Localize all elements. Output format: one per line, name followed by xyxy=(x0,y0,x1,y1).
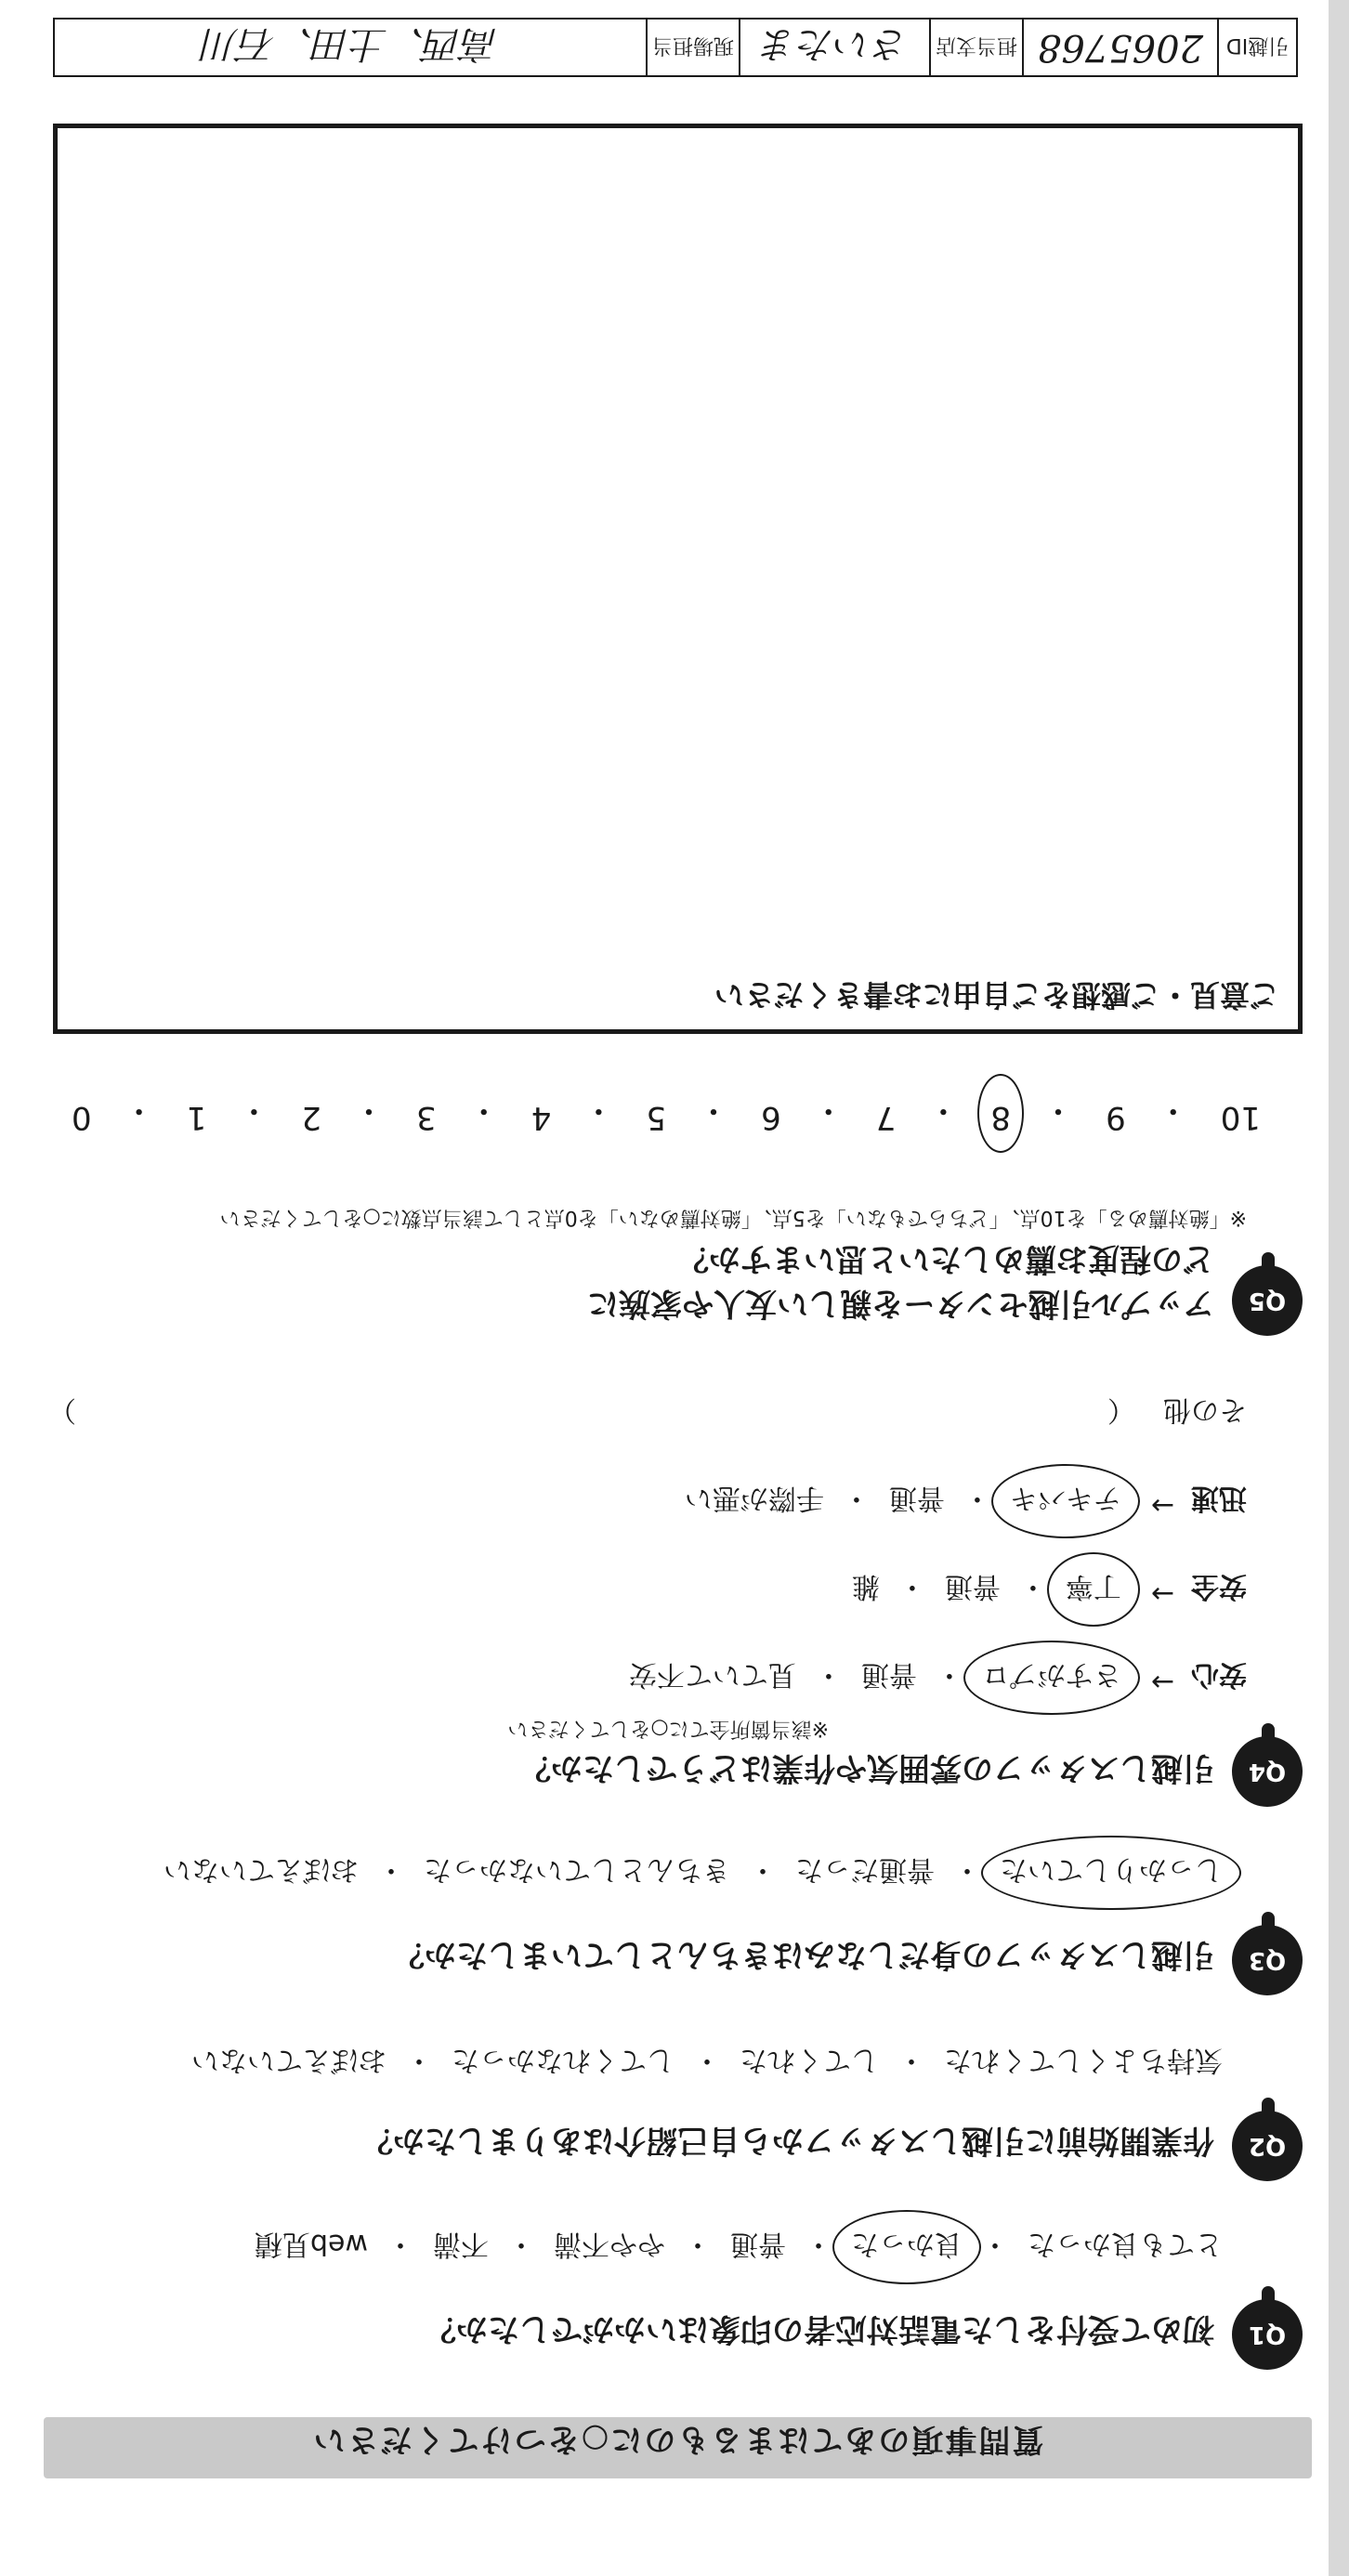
score-8[interactable]: 8 xyxy=(990,1091,1011,1136)
q3-option-not-neat[interactable]: きちんとしていなかった xyxy=(424,1853,730,1886)
q2-option-did[interactable]: してくれた xyxy=(740,2044,879,2076)
q4-row-anshin: 安心 → さすがプロ ・ 普通 ・ 見ていて不安 xyxy=(623,1657,1247,1698)
q4-row-anshin-label: 安心 xyxy=(1191,1658,1247,1691)
q2-options: 気持ちよくしてくれた ・ してくれた ・ してくれなかった ・ おぼえていない xyxy=(186,2043,1228,2084)
comments-box[interactable] xyxy=(53,124,1303,1034)
q3-option-dont-remember[interactable]: おぼえていない xyxy=(164,1853,359,1886)
q5-question-line1: アップル引越センターを親しい友人や家族に xyxy=(587,1285,1214,1322)
q1-badge: Q1 xyxy=(1232,2299,1303,2370)
branch-value: さいたま xyxy=(739,20,929,75)
score-0[interactable]: 0 xyxy=(72,1099,92,1136)
q4-jinsoku-option-normal[interactable]: 普通 xyxy=(888,1482,945,1514)
q4-anshin-option-pro[interactable]: さすがプロ xyxy=(976,1657,1127,1698)
instruction-banner-text: 質問事項のあてはまるものに○をつけてください xyxy=(311,2421,1044,2458)
arrow-right-icon: → xyxy=(1150,1489,1174,1522)
q1-question: 初めて受付をした電話対応者の印象はいかがでしたか？ xyxy=(425,2310,1214,2347)
score-3[interactable]: 3 xyxy=(416,1099,437,1136)
q4-jinsoku-option-clumsy[interactable]: 手際が悪い xyxy=(684,1482,824,1514)
q4-question: 引越しスタッフの雰囲気や作業はどうでしたか？ xyxy=(519,1749,1214,1786)
q4-row-jinsoku-label: 迅速 xyxy=(1191,1482,1247,1514)
q5-question-line2: どの程度お薦めしたいと思いますか？ xyxy=(677,1240,1214,1277)
q4-badge: Q4 xyxy=(1232,1736,1303,1807)
score-10[interactable]: 10 xyxy=(1220,1099,1261,1136)
q2-option-pleasant[interactable]: 気持ちよくしてくれた xyxy=(944,2044,1223,2076)
q1-option-normal[interactable]: 普通 xyxy=(730,2228,786,2260)
leader-label: 現場担当 xyxy=(646,20,739,75)
score-7[interactable]: 7 xyxy=(875,1099,897,1136)
q4-anzen-option-normal[interactable]: 普通 xyxy=(944,1570,1001,1602)
q4-other-row xyxy=(48,1393,1247,1433)
q1-option-dissatisfied[interactable]: 不満 xyxy=(433,2228,489,2260)
id-value: 2065768 xyxy=(1022,20,1217,75)
score-2[interactable]: 2 xyxy=(301,1099,321,1136)
q5-score-scale: 10 ・ 9 ・ 8 ・ 7 ・ 6 ・ 5 ・ 4 ・ 3 ・ 2 ・ 1 ・ 0 xyxy=(72,1092,1261,1136)
q4-note: ※該当箇所全てに○をしてください xyxy=(507,1717,829,1740)
q4-row-anzen-label: 安全 xyxy=(1191,1570,1247,1602)
q1-option-good[interactable]: 良かった xyxy=(845,2227,968,2268)
q4-other-open-paren: （ xyxy=(1107,1393,1135,1426)
q1-option-very-good[interactable]: とても良かった xyxy=(1028,2228,1223,2260)
q1-option-somewhat-dissatisfied[interactable]: やや不満 xyxy=(554,2228,665,2260)
score-6[interactable]: 6 xyxy=(761,1099,781,1136)
arrow-right-icon: → xyxy=(1150,1666,1174,1698)
staff-value: 高西、土田、石川 xyxy=(202,22,499,66)
q2-option-dont-remember[interactable]: おぼえていない xyxy=(191,2044,386,2076)
q2-option-did-not[interactable]: してくれなかった xyxy=(452,2044,674,2076)
score-1[interactable]: 1 xyxy=(186,1099,207,1136)
q4-anshin-option-anxious[interactable]: 見ていて不安 xyxy=(628,1658,796,1691)
comments-title: ご意見・ご感想をご自由にお書きください xyxy=(714,977,1279,1013)
q4-other-field[interactable] xyxy=(76,1393,1107,1433)
q3-option-normal[interactable]: 普通だった xyxy=(795,1853,935,1886)
score-9[interactable]: 9 xyxy=(1106,1099,1126,1136)
score-5[interactable]: 5 xyxy=(646,1099,667,1136)
q2-question: 作業開始前に引越しスタッフから自己紹介はありましたか？ xyxy=(361,2122,1214,2159)
q4-other-label: その他 xyxy=(1163,1393,1247,1426)
q4-anzen-option-rough[interactable]: 雑 xyxy=(851,1570,880,1602)
id-table xyxy=(53,18,1298,77)
q4-row-jinsoku: 迅速 → テキパキ ・ 普通 ・ 手際が悪い xyxy=(679,1481,1247,1522)
q3-question: 引越しスタッフの身だしなみはきちんとしていましたか？ xyxy=(393,1936,1214,1973)
q4-anzen-option-careful[interactable]: 丁寧 xyxy=(1060,1569,1127,1610)
q5-badge: Q5 xyxy=(1232,1265,1303,1336)
q4-other-close-paren: ） xyxy=(48,1393,76,1426)
q1-options: とても良かった ・ 良かった ・ 普通 ・ やや不満 ・ 不満 ・ web見積 xyxy=(249,2227,1228,2268)
q1-option-web-estimate[interactable]: web見積 xyxy=(254,2228,368,2260)
q3-option-neat[interactable]: しっかりしていた xyxy=(994,1852,1228,1893)
id-label: 引越ID xyxy=(1217,20,1296,75)
q4-anshin-option-normal[interactable]: 普通 xyxy=(860,1658,917,1691)
q4-row-anzen: 安全 → 丁寧 ・ 普通 ・ 雑 xyxy=(846,1569,1247,1610)
q2-badge: Q2 xyxy=(1232,2111,1303,2181)
q5-note: ※「絶対薦める」を10点、「どちらでもない」を5点、「絶対薦めない」を0点として該当点数に○をしてください xyxy=(219,1206,1247,1229)
q3-badge: Q3 xyxy=(1232,1925,1303,1995)
arrow-right-icon: → xyxy=(1150,1577,1174,1610)
instruction-banner xyxy=(44,2417,1312,2478)
q4-jinsoku-option-brisk[interactable]: テキパキ xyxy=(1004,1481,1127,1522)
q3-options: しっかりしていた ・ 普通だった ・ きちんとしていなかった ・ おぼえていない xyxy=(158,1852,1228,1893)
score-4[interactable]: 4 xyxy=(530,1099,552,1136)
branch-label: 担当支店 xyxy=(929,20,1022,75)
